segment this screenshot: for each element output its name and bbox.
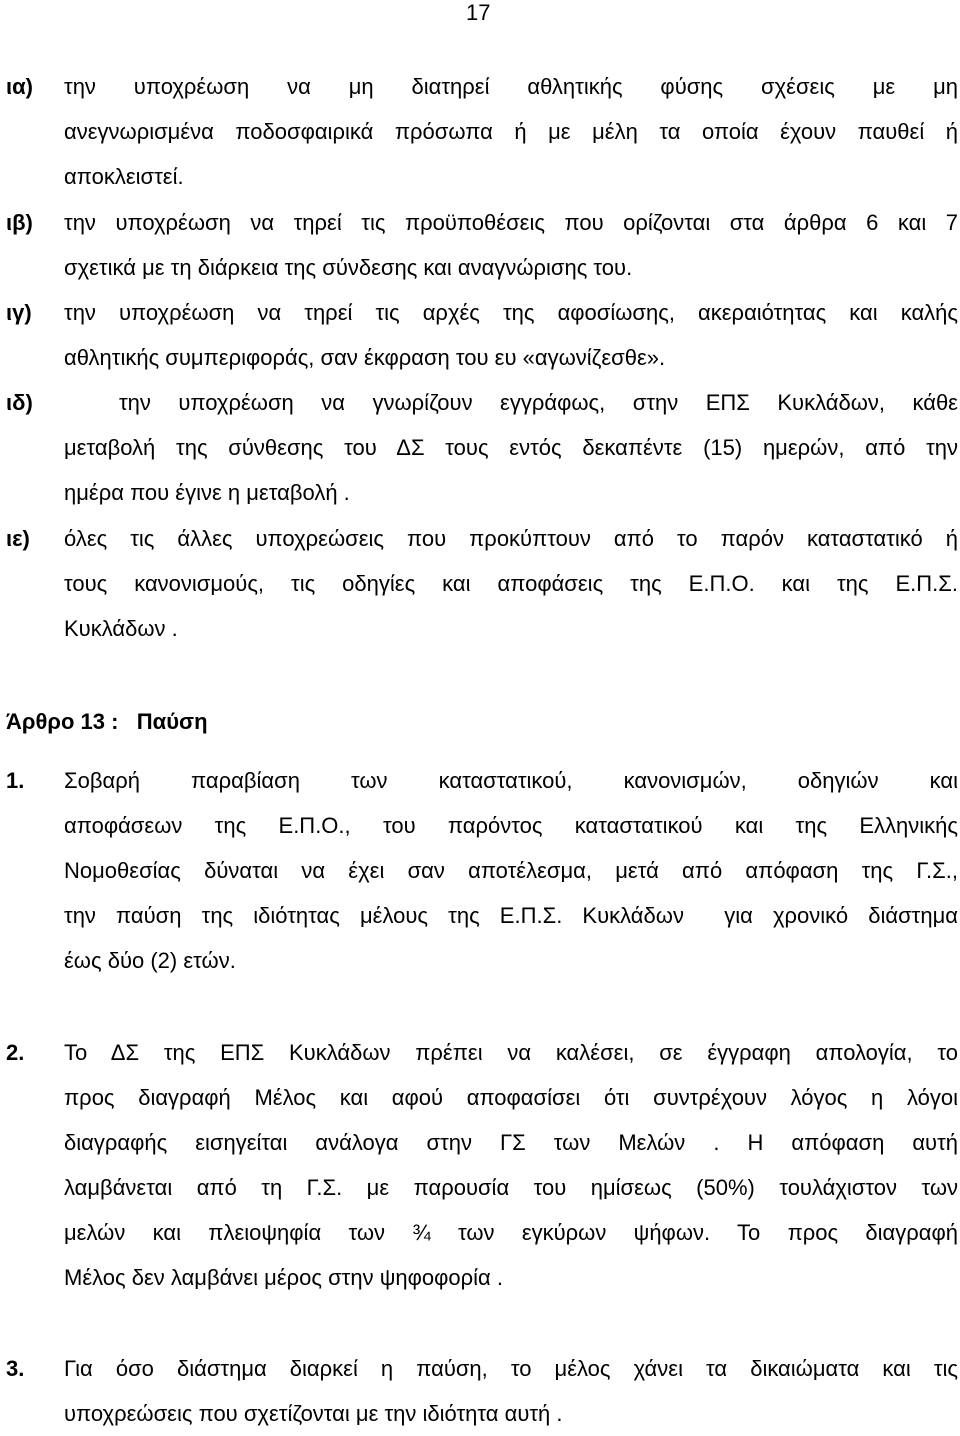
text-line: Νομοθεσίας δύναται να έχει σαν αποτέλεσμα, μετά από απόφαση της Γ.Σ.,: [64, 858, 958, 883]
text-line: Σοβαρή παραβίαση των καταστατικού, κανονισμών, οδηγιών και: [64, 768, 958, 793]
text-line: μελών και πλειοψηφία των ¾ των εγκύρων ψήφων. Το προς διαγραφή: [64, 1220, 958, 1245]
text-line: υποχρεώσεις που σχετίζονται με την ιδιότητα αυτή .: [64, 1401, 563, 1426]
article-paragraph-3: [6, 1346, 958, 1436]
item-text: [64, 64, 958, 199]
text-line: Κυκλάδων .: [64, 616, 178, 641]
item-marker: ια): [6, 74, 33, 99]
item-marker: ιε): [6, 526, 30, 551]
article-paragraph-2: [6, 1030, 958, 1300]
article-paragraph-1: [6, 758, 958, 983]
text-line: αθλητικής συμπεριφοράς, σαν έκφραση του ευ «αγωνίζεσθε».: [64, 345, 666, 370]
text-line: διαγραφής εισηγείται ανάλογα στην ΓΣ των Μελών . Η απόφαση αυτή: [64, 1130, 958, 1155]
text-line: προς διαγραφή Μέλος και αφού αποφασίσει ότι συντρέχουν λόγος η λόγοι: [64, 1085, 958, 1110]
list-item-ie: [6, 516, 958, 651]
text-line: αποφάσεων της Ε.Π.Ο., του παρόντος καταστατικού και της Ελληνικής: [64, 813, 958, 838]
list-item-ig: [6, 290, 958, 380]
list-item-ib: [6, 200, 958, 290]
text-line: μεταβολή της σύνθεσης του ΔΣ τους εντός δεκαπέντε (15) ημερών, από την: [64, 435, 958, 460]
text-line: ημέρα που έγινε η μεταβολή .: [64, 480, 350, 505]
item-text: [64, 516, 958, 651]
paragraph-text: [64, 758, 958, 983]
text-line: Μέλος δεν λαμβάνει μέρος στην ψηφοφορία .: [64, 1265, 503, 1290]
paragraph-number: 1.: [6, 768, 25, 793]
text-line: ανεγνωρισμένα ποδοσφαιρικά πρόσωπα ή με μέλη τα οποία έχουν παυθεί ή: [64, 119, 958, 144]
paragraph-number: 3.: [6, 1356, 25, 1381]
text-line: Το ΔΣ της ΕΠΣ Κυκλάδων πρέπει να καλέσει, σε έγγραφη απολογία, το: [64, 1040, 958, 1065]
text-line: σχετικά με τη διάρκεια της σύνδεσης και αναγνώρισης του.: [64, 255, 633, 280]
text-line: την υποχρέωση να μη διατηρεί αθλητικής φύσης σχέσεις με μη: [64, 74, 958, 99]
text-line: την παύση της ιδιότητας μέλους της Ε.Π.Σ. Κυκλάδων για χρονικό διάστημα: [64, 903, 958, 928]
text-line: τους κανονισμούς, τις οδηγίες και αποφάσεις της Ε.Π.Ο. και της Ε.Π.Σ.: [64, 571, 958, 596]
item-text: [64, 380, 958, 515]
paragraph-number: 2.: [6, 1040, 25, 1065]
list-item-id: [6, 380, 958, 515]
text-line: Για όσο διάστημα διαρκεί η παύση, το μέλος χάνει τα δικαιώματα και τις: [64, 1356, 958, 1381]
list-item-ia: [6, 64, 958, 199]
text-line: την υποχρέωση να τηρεί τις προϋποθέσεις που ορίζονται στα άρθρα 6 και 7: [64, 210, 958, 235]
text-line: την υποχρέωση να τηρεί τις αρχές της αφοσίωσης, ακεραιότητας και καλής: [64, 300, 958, 325]
item-marker: ιβ): [6, 210, 33, 235]
text-line: λαμβάνεται από τη Γ.Σ. με παρουσία του ημίσεως (50%) τουλάχιστον των: [64, 1175, 958, 1200]
paragraph-text: [64, 1030, 958, 1300]
item-text: [64, 200, 958, 290]
item-marker: ιδ): [6, 390, 33, 415]
item-text: [64, 290, 958, 380]
text-line: αποκλειστεί.: [64, 164, 184, 189]
item-marker: ιγ): [6, 300, 32, 325]
text-line: την υποχρέωση να γνωρίζουν εγγράφως, στην ΕΠΣ Κυκλάδων, κάθε: [64, 390, 958, 415]
article-title: Άρθρο 13 : Παύση: [6, 709, 208, 734]
paragraph-text: [64, 1346, 958, 1436]
text-line: έως δύο (2) ετών.: [64, 948, 236, 973]
text-line: όλες τις άλλες υποχρεώσεις που προκύπτουν από το παρόν καταστατικό ή: [64, 526, 958, 551]
page-number: 17: [466, 0, 491, 25]
